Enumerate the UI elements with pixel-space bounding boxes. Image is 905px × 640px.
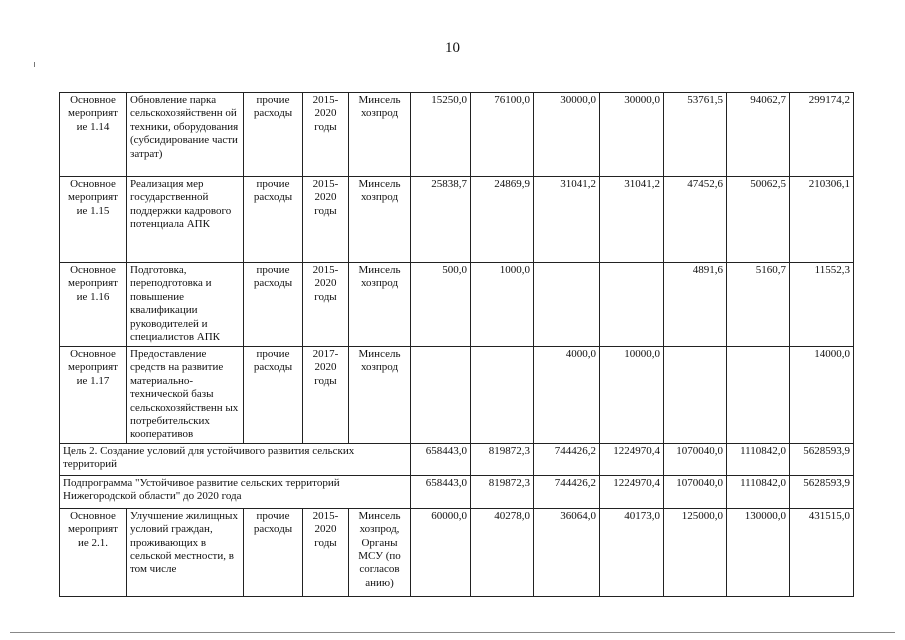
total-cell: 210306,1 [790,177,854,263]
executor-cell: Минсель хозпрод [349,263,411,347]
total-cell: 299174,2 [790,93,854,177]
value-cell: 40278,0 [471,508,534,596]
value-cell: 125000,0 [664,508,727,596]
value-cell: 1070040,0 [664,443,727,475]
value-cell: 53761,5 [664,93,727,177]
table-row [60,93,854,177]
table-row [60,177,854,263]
measure-code-cell: Основное мероприят ие 1.16 [60,263,127,347]
page-number: 10 [445,40,460,56]
bottom-rule [10,632,895,633]
total-cell: 5628593,9 [790,475,854,508]
value-cell [727,347,790,444]
value-cell: 1110842,0 [727,443,790,475]
value-cell: 30000,0 [534,93,600,177]
goal-label-cell: Цель 2. Создание условий для устойчивого развития сельских территорий [60,443,411,475]
value-cell: 60000,0 [411,508,471,596]
total-cell: 5628593,9 [790,443,854,475]
period-cell: 2017-2020 годы [303,347,349,444]
value-cell: 76100,0 [471,93,534,177]
executor-cell: Минсель хозпрод [349,347,411,444]
summary-row [60,443,854,475]
value-cell: 15250,0 [411,93,471,177]
value-cell: 4891,6 [664,263,727,347]
value-cell: 30000,0 [600,93,664,177]
executor-cell: Минсель хозпрод [349,93,411,177]
value-cell [664,347,727,444]
value-cell: 744426,2 [534,475,600,508]
table-row [60,508,854,596]
value-cell [534,263,600,347]
value-cell: 1000,0 [471,263,534,347]
value-cell: 50062,5 [727,177,790,263]
measure-code-cell: Основное мероприят ие 2.1. [60,508,127,596]
value-cell: 47452,6 [664,177,727,263]
period-cell: 2015-2020 годы [303,93,349,177]
table-row [60,263,854,347]
expense-type-cell: прочие расходы [244,93,303,177]
measure-name-cell: Обновление парка сельскохозяйственн ой техники, оборудования (субсидирование части затрат) [127,93,244,177]
measure-code-cell: Основное мероприят ие 1.14 [60,93,127,177]
value-cell: 31041,2 [600,177,664,263]
measure-name-cell: Подготовка, переподготовка и повышение квалификации руководителей и специалистов АПК [127,263,244,347]
measure-name-cell: Предоставление средств на развитие материально-технической базы сельскохозяйственн ых потребительских кооперативов [127,347,244,444]
value-cell: 1070040,0 [664,475,727,508]
expense-type-cell: прочие расходы [244,177,303,263]
expense-type-cell: прочие расходы [244,508,303,596]
value-cell: 1224970,4 [600,443,664,475]
value-cell: 130000,0 [727,508,790,596]
measure-code-cell: Основное мероприят ие 1.17 [60,347,127,444]
value-cell: 40173,0 [600,508,664,596]
total-cell: 14000,0 [790,347,854,444]
value-cell: 31041,2 [534,177,600,263]
expense-type-cell: прочие расходы [244,263,303,347]
executor-cell: Минсель хозпрод, Органы МСУ (по согласов анию) [349,508,411,596]
value-cell: 1110842,0 [727,475,790,508]
value-cell: 500,0 [411,263,471,347]
measure-name-cell: Реализация мер государственной поддержки кадрового потенциала АПК [127,177,244,263]
measure-name-cell: Улучшение жилищных условий граждан, проживающих в сельской местности, в том числе [127,508,244,596]
period-cell: 2015-2020 годы [303,263,349,347]
value-cell: 4000,0 [534,347,600,444]
summary-row [60,475,854,508]
value-cell: 744426,2 [534,443,600,475]
total-cell: 11552,3 [790,263,854,347]
value-cell: 658443,0 [411,443,471,475]
value-cell: 5160,7 [727,263,790,347]
period-cell: 2015-2020 годы [303,177,349,263]
value-cell: 10000,0 [600,347,664,444]
executor-cell: Минсель хозпрод [349,177,411,263]
value-cell: 819872,3 [471,443,534,475]
period-cell: 2015-2020 годы [303,508,349,596]
goal-label-cell: Подпрограмма "Устойчивое развитие сельских территорий Нижегородской области" до 2020 года [60,475,411,508]
total-cell: 431515,0 [790,508,854,596]
margin-mark [34,62,35,67]
value-cell: 25838,7 [411,177,471,263]
measure-code-cell: Основное мероприят ие 1.15 [60,177,127,263]
budget-table [59,92,854,597]
expense-type-cell: прочие расходы [244,347,303,444]
value-cell: 1224970,4 [600,475,664,508]
value-cell [600,263,664,347]
value-cell: 94062,7 [727,93,790,177]
value-cell: 819872,3 [471,475,534,508]
value-cell [471,347,534,444]
value-cell: 36064,0 [534,508,600,596]
table-row [60,347,854,444]
value-cell: 24869,9 [471,177,534,263]
value-cell: 658443,0 [411,475,471,508]
value-cell [411,347,471,444]
